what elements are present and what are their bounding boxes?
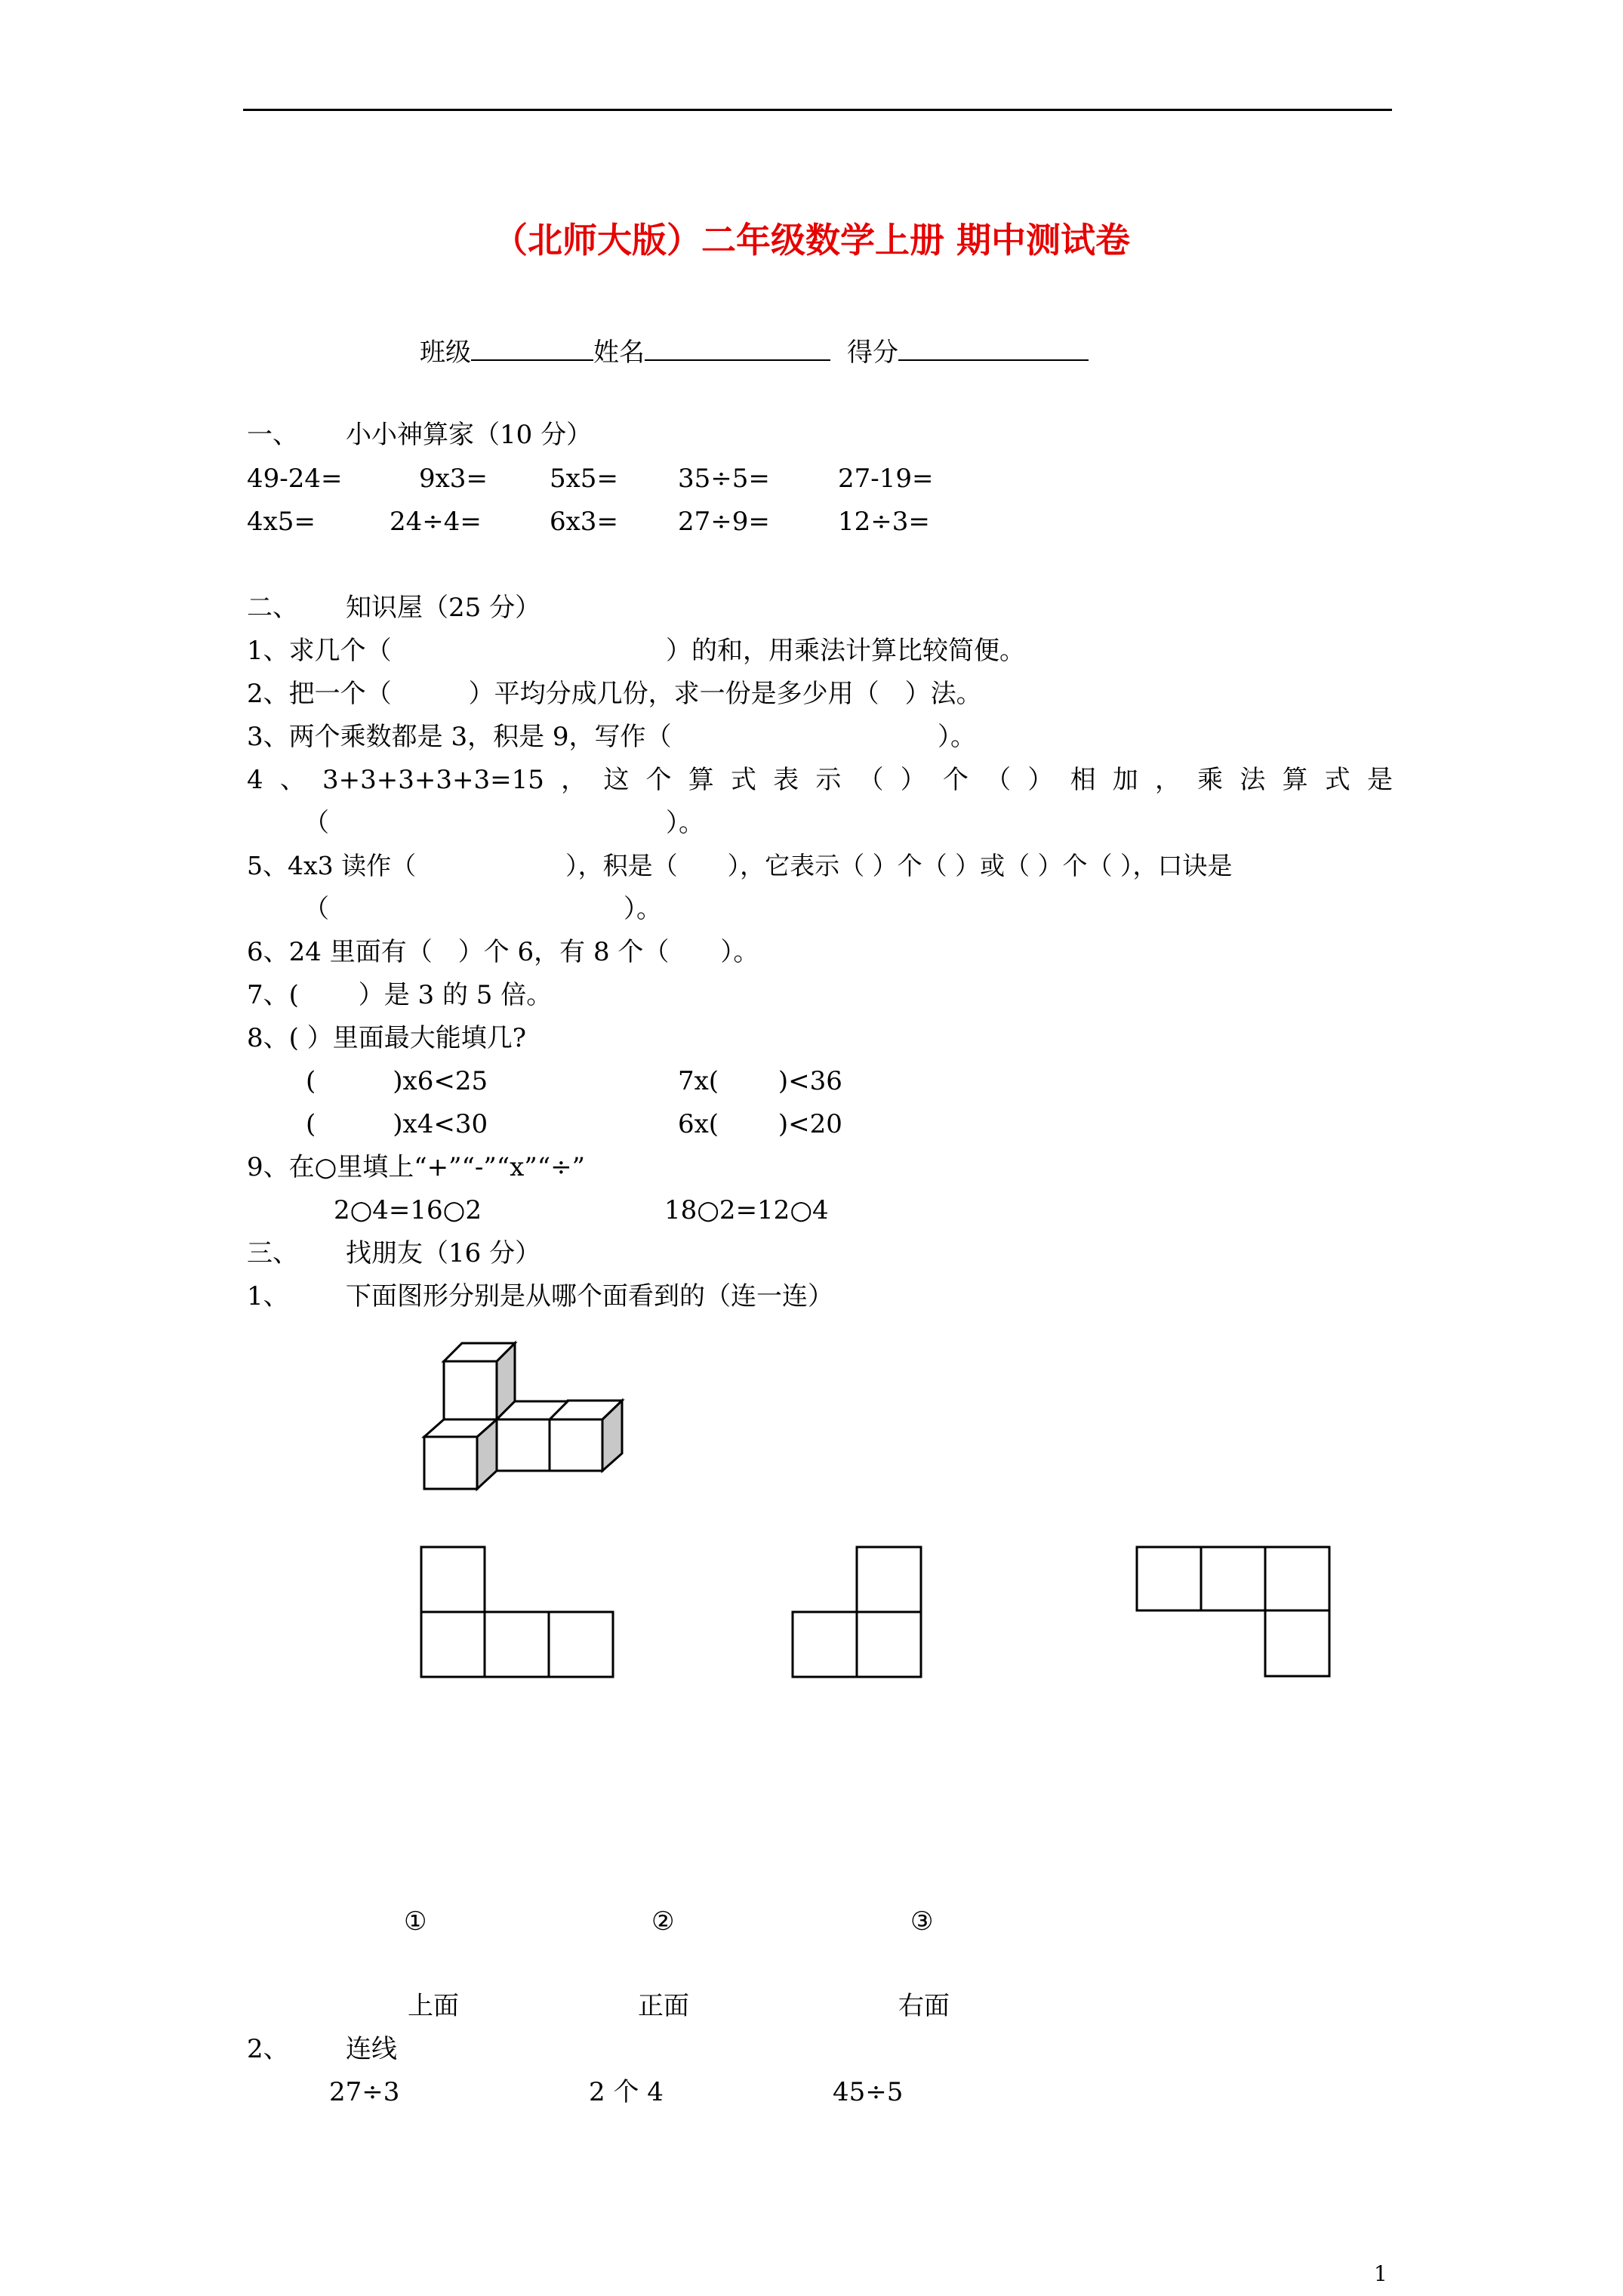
section2-number: 二、 — [247, 593, 298, 623]
face-label-right: 右面 — [898, 1991, 950, 2021]
calc-item: 27÷9= — [678, 507, 770, 537]
class-label: 班级 — [420, 337, 471, 368]
view3-square — [1137, 1547, 1201, 1610]
view-figure-3 — [1137, 1547, 1329, 1676]
q4-token: 、 — [279, 765, 306, 795]
q4-token: ， — [561, 765, 587, 795]
figure-mark-1: ① — [404, 1906, 427, 1937]
question-3-end: ）。 — [938, 722, 976, 752]
cube-top-top — [444, 1343, 515, 1361]
view1-square — [421, 1547, 485, 1612]
q9-item-b: 18○2=12○4 — [664, 1195, 829, 1225]
name-blank[interactable] — [645, 334, 830, 361]
q8-item-b: 7x( )<36 — [678, 1066, 842, 1096]
cube-stack-figure — [424, 1343, 622, 1489]
part2-instruction: 连线 — [346, 2034, 397, 2064]
question-1-end: ）的和，用乘法计算比较简便。 — [666, 636, 1025, 666]
view3-square — [1265, 1610, 1329, 1676]
view3-square — [1201, 1547, 1265, 1610]
q4-token: （ — [858, 765, 884, 795]
q4-token: 表 — [773, 765, 799, 795]
question-9: 9、在○里填上“+”“-”“x”“÷” — [247, 1152, 585, 1182]
q4-token: 法 — [1240, 765, 1266, 795]
q4-token: 示 — [815, 765, 842, 795]
q4-token: 是 — [1366, 765, 1393, 795]
question-8: 8、( ）里面最大能填几? — [247, 1023, 526, 1053]
q4-token: ， — [1154, 765, 1181, 795]
calc-item: 9x3= — [419, 464, 488, 494]
match-item: 45÷5 — [833, 2077, 904, 2107]
match-item: 27÷3 — [329, 2077, 400, 2107]
q4-token: 相 — [1070, 765, 1096, 795]
view2-square — [793, 1612, 857, 1677]
question-5-cont-open: （ — [303, 894, 329, 924]
calc-item: 12÷3= — [838, 507, 930, 537]
figure-mark-3: ③ — [910, 1906, 934, 1937]
cube-left-front — [424, 1437, 477, 1489]
student-info-line — [420, 334, 1089, 368]
view1-square — [421, 1612, 485, 1677]
score-label: 得分 — [847, 337, 898, 368]
match-item: 2 个 4 — [589, 2077, 664, 2107]
class-blank[interactable] — [471, 334, 593, 361]
question-4 — [247, 765, 1393, 795]
calc-item: 4x5= — [247, 507, 316, 537]
q8-item-c: ( )x4<30 — [306, 1109, 488, 1139]
figure-mark-2: ② — [651, 1906, 675, 1937]
q4-token: 算 — [688, 765, 714, 795]
view1-square — [485, 1612, 549, 1677]
section3-heading: 找朋友（16 分） — [346, 1238, 541, 1268]
question-3-start: 3、两个乘数都是 3，积是 9，写作（ — [247, 722, 672, 752]
question-1-start: 1、求几个（ — [247, 636, 392, 666]
page-title: （北师大版）二年级数学上册 期中测试卷 — [492, 220, 1130, 260]
q4-token: 算 — [1282, 765, 1308, 795]
cube-mid-front — [497, 1419, 550, 1471]
q4-token: ） — [1027, 765, 1054, 795]
cube-top-front — [444, 1361, 497, 1419]
part1-instruction: 下面图形分别是从哪个面看到的（连一连） — [346, 1281, 833, 1311]
part1-number: 1、 — [247, 1281, 289, 1311]
view-figure-2 — [793, 1547, 921, 1677]
cube-top-side — [497, 1343, 515, 1419]
cube-right-top — [550, 1401, 622, 1419]
view-figure-1 — [421, 1547, 613, 1677]
q9-item-a: 2○4=16○2 — [334, 1195, 482, 1225]
question-6: 6、24 里面有（ ）个 6，有 8 个（ ）。 — [247, 937, 759, 967]
q4-token: 式 — [1324, 765, 1350, 795]
face-label-front: 正面 — [638, 1991, 689, 2021]
q4-token: ） — [900, 765, 926, 795]
q4-token: 这 — [603, 765, 630, 795]
calc-item: 35÷5= — [678, 464, 770, 494]
cube-right-side — [602, 1401, 622, 1471]
q4-token: （ — [985, 765, 1012, 795]
question-2: 2、把一个（ ）平均分成几份，求一份是多少用（ ）法。 — [247, 679, 982, 709]
q4-token: 加 — [1112, 765, 1138, 795]
calc-item: 5x5= — [550, 464, 618, 494]
cube-left-side — [477, 1419, 497, 1489]
question-7: 7、( ）是 3 的 5 倍。 — [247, 980, 553, 1010]
cube-mid-top — [497, 1401, 568, 1419]
q4-token: 3+3+3+3+3=15 — [322, 765, 544, 795]
q4-token: 4 — [247, 765, 263, 795]
face-label-top: 上面 — [408, 1991, 459, 2021]
score-blank[interactable] — [898, 334, 1089, 361]
cube-left-top — [424, 1419, 497, 1437]
section3-number: 三、 — [247, 1238, 298, 1268]
section1-heading: 小小神算家（10 分） — [346, 420, 593, 450]
calc-item: 49-24= — [247, 464, 343, 494]
question-5-cont-close: ）。 — [624, 894, 662, 924]
section1-number: 一、 — [247, 420, 298, 450]
view2-square — [857, 1547, 921, 1612]
question-4-cont-close: ）。 — [666, 808, 704, 838]
q4-token: 式 — [730, 765, 756, 795]
top-rule — [243, 109, 1392, 111]
question-4-cont-open: （ — [303, 808, 329, 838]
question-5: 5、4x3 读作（ ），积是（ ），它表示（ ）个（ ）或（ ）个（ ），口诀是 — [247, 851, 1233, 880]
q4-token: 乘 — [1197, 765, 1224, 795]
q4-token: 个 — [942, 765, 969, 795]
q8-item-a: ( )x6<25 — [306, 1066, 488, 1096]
calc-item: 27-19= — [838, 464, 934, 494]
page-number: 1 — [1374, 2261, 1387, 2286]
view3-square — [1265, 1547, 1329, 1610]
q4-token: 个 — [645, 765, 672, 795]
view2-square — [857, 1612, 921, 1677]
q8-item-d: 6x( )<20 — [678, 1109, 842, 1139]
name-label: 姓名 — [593, 337, 645, 368]
view1-square — [549, 1612, 613, 1677]
calc-item: 6x3= — [550, 507, 618, 537]
part2-number: 2、 — [247, 2034, 289, 2064]
cube-right-front — [550, 1419, 602, 1471]
calc-item: 24÷4= — [390, 507, 482, 537]
section2-heading: 知识屋（25 分） — [346, 593, 541, 623]
